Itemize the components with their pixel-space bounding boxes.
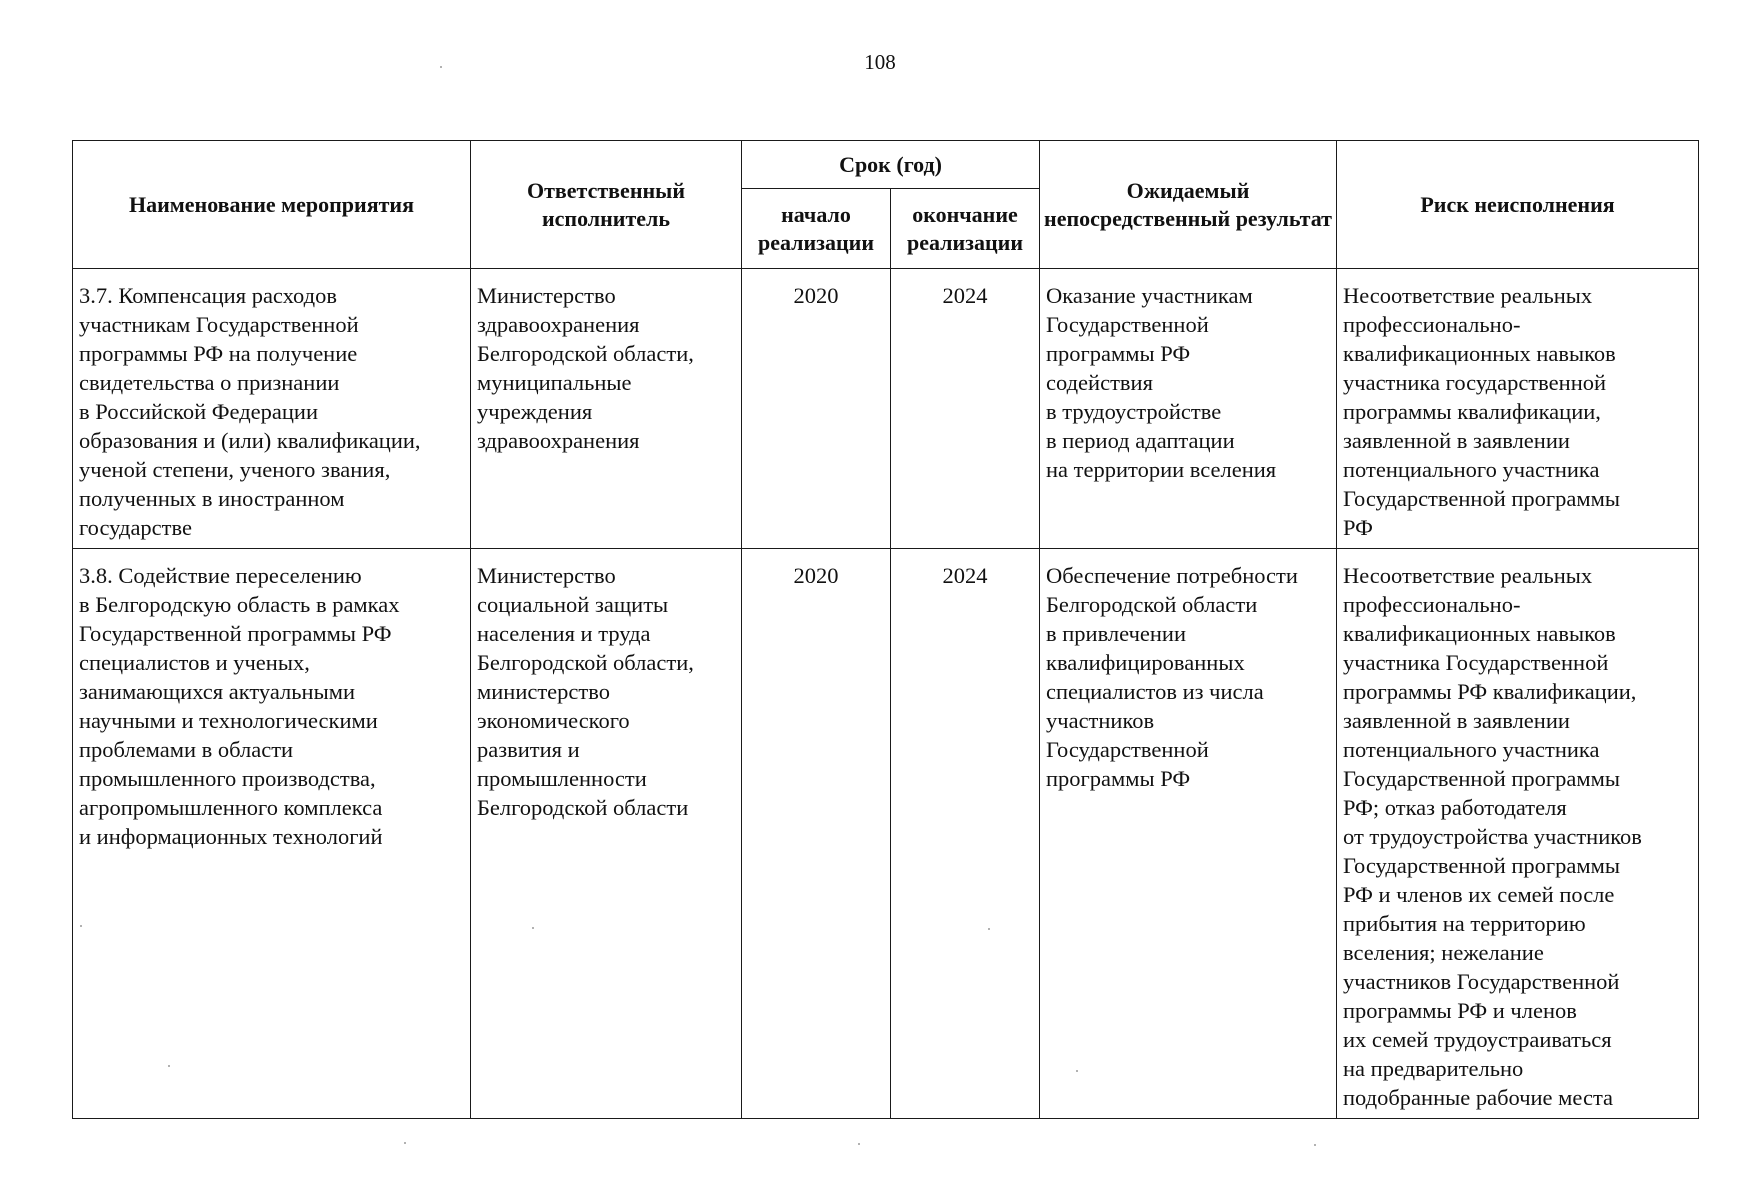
header-row-top <box>73 141 1699 189</box>
scan-speck <box>1076 1070 1078 1072</box>
header-responsible-executor: Ответственный исполнитель <box>471 141 742 269</box>
header-activity-name: Наименование мероприятия <box>73 141 471 269</box>
activity-name-cell <box>73 549 471 1119</box>
page-number: 108 <box>864 50 896 74</box>
scan-speck <box>440 66 442 68</box>
header-start-year: начало реализации <box>742 189 891 269</box>
scan-speck <box>404 1142 406 1144</box>
risk-cell <box>1337 549 1699 1119</box>
table-row <box>73 269 1699 549</box>
start-year-cell <box>742 549 891 1119</box>
scan-speck <box>1314 1144 1316 1146</box>
scan-speck <box>988 928 990 930</box>
activities-table <box>72 140 1699 1119</box>
end-year-text: 2024 <box>942 563 988 588</box>
result-cell <box>1040 549 1337 1119</box>
header-end-year: окончание реализации <box>891 189 1040 269</box>
end-year-cell <box>891 269 1040 549</box>
scan-speck <box>858 1143 860 1145</box>
header-expected-result: Ожидаемый непосредственный результат <box>1040 141 1337 269</box>
executor-text: Министерство здравоохранения Белгородской области, муниципальные учреждения здравоохранения <box>477 283 694 453</box>
risk-text: Несоответствие реальных профессионально- квалификационных навыков участника Государственной программы РФ квалификации, заявленной в заявлении потенциального участника Государственной программы РФ; отказ работодателя от трудоустройства участников Государственной программы РФ и членов их семей после прибытия на территорию вселения; нежелание участников Государственной программы РФ и членов их семей трудоустраиваться на предварительно подобранные рабочие места <box>1343 563 1642 1110</box>
activity-name-cell <box>73 269 471 549</box>
start-year-cell <box>742 269 891 549</box>
scan-speck <box>532 927 534 929</box>
risk-cell <box>1337 269 1699 549</box>
executor-cell <box>471 549 742 1119</box>
executor-cell <box>471 269 742 549</box>
header-term-year: Срок (год) <box>742 141 1040 189</box>
scan-speck <box>80 925 82 927</box>
start-year-text: 2020 <box>793 563 839 588</box>
start-year-text: 2020 <box>793 283 839 308</box>
result-text: Оказание участникам Государственной программы РФ содействия в трудоустройстве в период адаптации на территории вселения <box>1046 283 1277 482</box>
scan-speck <box>168 1065 170 1067</box>
activity-name-text: 3.8. Содействие переселению в Белгородскую область в рамках Государственной программы РФ специалистов и ученых, занимающихся актуальными научными и технологическими проблемами в области промышленного производства, агропромышленного комплекса и информационных технологий <box>79 563 400 849</box>
header-risk: Риск неисполнения <box>1337 141 1699 269</box>
table-row <box>73 549 1699 1119</box>
table-header <box>73 141 1699 269</box>
result-text: Обеспечение потребности Белгородской области в привлечении квалифицированных специалистов из числа участников Государственной программы РФ <box>1046 563 1298 791</box>
end-year-cell <box>891 549 1040 1119</box>
result-cell <box>1040 269 1337 549</box>
executor-text: Министерство социальной защиты населения и труда Белгородской области, министерство экономического развития и промышленности Белгородской области <box>477 563 694 820</box>
activity-name-text: 3.7. Компенсация расходов участникам Государственной программы РФ на получение свидетельства о признании в Российской Федерации образования и (или) квалификации, ученой степени, ученого звания, полученных в иностранном государстве <box>79 283 421 540</box>
end-year-text: 2024 <box>942 283 988 308</box>
risk-text: Несоответствие реальных профессионально- квалификационных навыков участника государственной программы квалификации, заявленной в заявлении потенциального участника Государственной программы РФ <box>1343 283 1620 540</box>
